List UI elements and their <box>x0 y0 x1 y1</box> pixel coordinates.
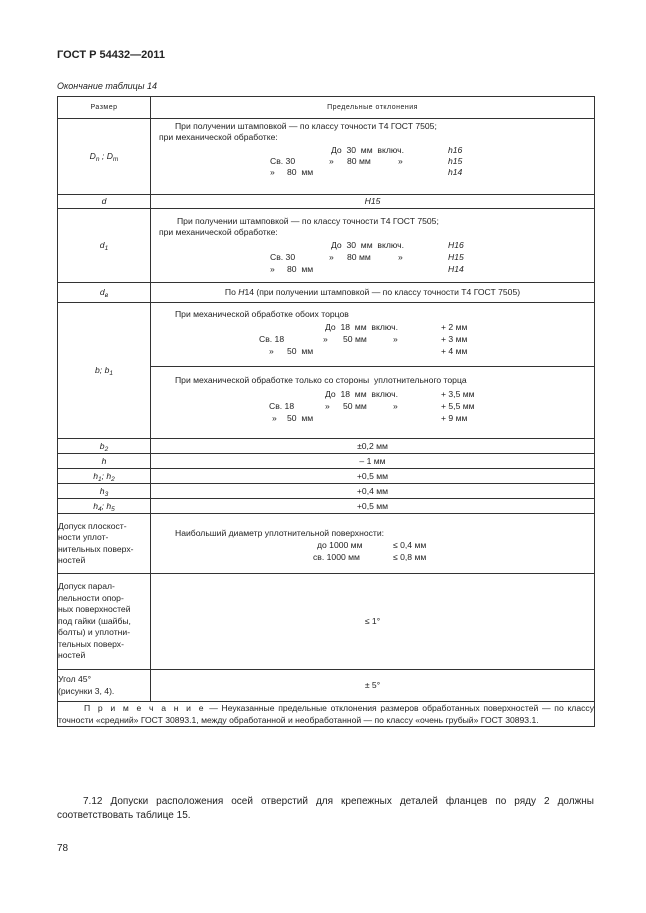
row-label: Допуск парал- лельности опор- ных поверхностей под гайки (шайбы, болты) и уплотни- тельных поверх- ностей <box>58 574 151 670</box>
row-value: При получении штамповкой — по классу точности Т4 ГОСТ 7505; при механической обработке: До 30 мм включ. h16 Св. 30 » 80 мм » h15 » 80 мм h14 <box>151 119 595 195</box>
note-text: — Неуказанные предельные отклонения размеров обработанных поверхностей — по классу точности «средний» ГОСТ 30893.1, между обработанной и необработанной — по классу «очень грубый» ГОСТ 30893.1. <box>58 703 594 725</box>
row-value-b: При механической обработке только со стороны уплотнительного торца До 18 мм включ. + 3,5 мм Св. 18 » 50 мм » + 5,5 мм » 50 мм + 9 мм <box>151 367 595 439</box>
row-value: ± 5° <box>151 670 595 702</box>
table-note-row <box>58 702 595 727</box>
table-caption: Окончание таблицы 14 <box>57 81 157 91</box>
row-label: b; $b_1$ <box>58 303 151 439</box>
table-row-d <box>58 195 595 209</box>
page-number: 78 <box>57 843 69 854</box>
table-row-h4-h5 <box>58 499 595 514</box>
note-lead: П р и м е ч а н и е <box>84 703 206 713</box>
row-value: При получении штамповкой — по классу точности Т4 ГОСТ 7505; при механической обработке: До 30 мм включ. H16 Св. 30 » 80 мм » H15 » 80 мм H14 <box>151 209 595 283</box>
row-value: +0,5 мм <box>151 499 595 514</box>
table-row-dn-dm <box>58 119 595 195</box>
row-value: H15 <box>151 195 595 209</box>
column-header-deviations: Предельные отклонения <box>151 97 595 119</box>
table-row-b-b1 <box>58 303 595 367</box>
table-header-row <box>58 97 595 119</box>
row-value: – 1 мм <box>151 454 595 469</box>
table-row-d1 <box>58 209 595 283</box>
table-row-parallelism <box>58 574 595 670</box>
row-label: $h_3$ <box>58 484 151 499</box>
row-value: ±0,2 мм <box>151 439 595 454</box>
row-value-a: При механической обработке обоих торцов До 18 мм включ. + 2 мм Св. 18 » 50 мм » + 3 мм » 50 мм + 4 мм <box>151 303 595 367</box>
row-label: Допуск плоскост- ности уплот- нительных поверх- ностей <box>58 514 151 574</box>
row-label: $b_2$ <box>58 439 151 454</box>
body-paragraph: 7.12 Допуски расположения осей отверстий для крепежных деталей фланцев по ряду 2 должны соответствовать таблице 15. <box>57 796 594 821</box>
row-value: +0,5 мм <box>151 469 595 484</box>
row-value: По H14 (при получении штамповкой — по классу точности Т4 ГОСТ 7505) <box>151 283 595 303</box>
column-header-size: Размер <box>58 97 151 119</box>
row-value: +0,4 мм <box>151 484 595 499</box>
row-label: $d_1$ <box>58 209 151 283</box>
table-row-h <box>58 454 595 469</box>
row-label: $h_4$; $h_5$ <box>58 499 151 514</box>
row-label: $d_в$ <box>58 283 151 303</box>
table-row-dv <box>58 283 595 303</box>
table-note <box>58 702 595 727</box>
row-label: Угол 45° (рисунки 3, 4). <box>58 670 151 702</box>
table-row-h1-h2 <box>58 469 595 484</box>
row-value: Наибольший диаметр уплотнительной поверхности: до 1000 мм ≤ 0,4 мм св. 1000 мм ≤ 0,8 мм <box>151 514 595 574</box>
table-row-b2 <box>58 439 595 454</box>
row-label: $h_1$; $h_2$ <box>58 469 151 484</box>
tolerance-table <box>57 96 595 727</box>
row-value: ≤ 1° <box>151 574 595 670</box>
table-row-angle <box>58 670 595 702</box>
row-label: $D_n$ ; $D_m$ <box>58 119 151 195</box>
document-header: ГОСТ Р 54432—2011 <box>57 49 165 61</box>
row-label: d <box>58 195 151 209</box>
row-label: h <box>58 454 151 469</box>
table-row-h3 <box>58 484 595 499</box>
table-row-flatness <box>58 514 595 574</box>
